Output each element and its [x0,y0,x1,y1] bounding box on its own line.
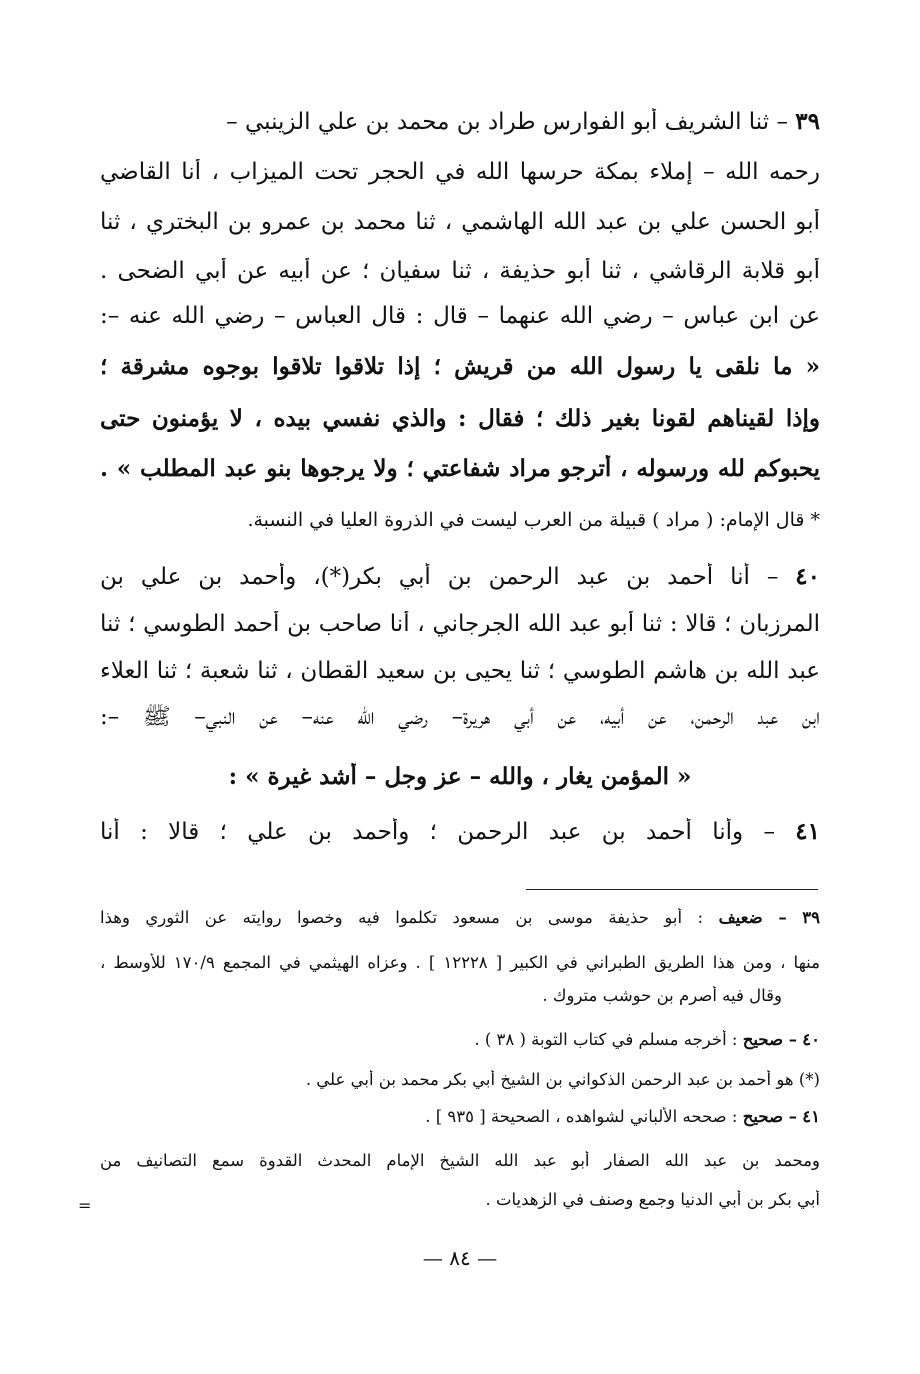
entry-39-line-3: أبو الحسن علي بن عبد الله الهاشمي ، ثنا محمد بن عمرو بن البختري ، ثنا [100,209,820,235]
footnote-divider [526,889,818,890]
hadith-39-line-1: « ما نلقى يا رسول الله من قريش ؛ إذا تلاقوا تلاقوا بوجوه مشرقة ؛ [100,353,820,380]
entry-40-text-1: – أنا أحمد بن عبد الرحمن بن أبي بكر(*)، وأحمد بن علي بن [100,564,779,590]
hadith-40: « المؤمن يغار ، والله – عز وجل – أشد غيرة » : [228,763,692,790]
footnote-star-text: هو أحمد بن عبد الرحمن الذكواني بن الشيخ أبي بكر محمد بن أبي علي . [305,1070,794,1089]
entry-40-line-1 [100,563,820,592]
continuation-mark: = [78,1196,92,1215]
entry-39-text-1: – ثنا الشريف أبو الفوارس طراد بن محمد بن علي الزينبي – [226,109,788,135]
entry-39-line-2: رحمه الله – إملاء بمكة حرسها الله في الحجر تحت الميزاب ، أنا القاضي [100,159,820,185]
entry-40-line-3: عبد الله بن هاشم الطوسي ؛ ثنا يحيى بن سعيد القطان ، ثنا شعبة ؛ ثنا العلاء [100,658,820,684]
entry-41-line-1 [100,818,820,847]
entry-41-text-1: – وأنا أحمد بن عبد الرحمن ؛ وأحمد بن علي ؛ قالا : أنا [100,819,775,845]
footnote-star-marker: (*) [798,1070,820,1089]
footnote-40-text: : أخرجه مسلم في كتاب التوبة ( ٣٨ ) . [474,1030,738,1049]
entry-40-line-4: ابن عبد الرحمن، عن أبيه، عن أبي هريرة– رضي الله عنه– عن النبي– ﷺ –: [100,704,820,730]
footnote-bio-line-2: أبي بكر بن أبي الدنيا وجمع وصنف في الزهديات . [485,1190,820,1209]
footnote-41-text: : صححه الألباني لشواهده ، الصحيحة [ ٩٣٥ ] . [425,1107,738,1126]
entry-39-line-1 [100,108,820,137]
footnote-39-grade: – ضعيف [718,908,787,927]
footnote-39-number: ٣٩ [802,908,820,927]
footnote-40-number: ٤٠ [802,1030,820,1049]
footnote-40 [100,1030,820,1050]
footnote-39-line-1 [100,908,820,928]
footnote-star [100,1070,820,1090]
footnote-40-grade: – صحيح [742,1030,798,1049]
entry-39-number: ٣٩ [795,108,820,135]
footnote-41-grade: – صحيح [742,1107,798,1126]
entry-39-line-5: عن ابن عباس – رضي الله عنهما – قال : قال العباس – رضي الله عنه –: [100,303,820,329]
hadith-39-line-3: يحبوكم لله ورسوله ، أترجو مراد شفاعتي ؛ ولا يرجوها بنو عبد المطلب » . [100,455,820,482]
page-number: — ٨٤ — [422,1246,498,1270]
footnote-bio-line-1: ومحمد بن عبد الله الصفار أبو عبد الله الشيخ الإمام المحدث القدوة سمع التصانيف من [100,1151,820,1170]
entry-40-number: ٤٠ [795,563,820,590]
entry-40-line-2: المرزبان ؛ قالا : ثنا أبو عبد الله الجرجاني ، أنا صاحب بن أحمد الطوسي ؛ ثنا [100,611,820,637]
footnote-41 [100,1107,820,1127]
hadith-39-line-2: وإذا لقيناهم لقونا بغير ذلك ؛ فقال : والذي نفسي بيده ، لا يؤمنون حتى [100,405,820,432]
footnote-39-line-2: منها ، ومن هذا الطريق الطبراني في الكبير [ ١٢٢٢٨ ] . وعزاه الهيثمي في المجمع ١٧٠/٩ للأوسط ، [100,953,820,972]
footnote-39-line-3: وقال فيه أصرم بن حوشب متروك . [542,986,782,1005]
imam-note: * قال الإمام: ( مراد ) قبيلة من العرب ليست في الذروة العليا في النسبة. [247,509,820,531]
entry-39-line-4: أبو قلابة الرقاشي ، ثنا أبو حذيفة ، ثنا سفيان ؛ عن أبيه عن أبي الضحى . [100,258,820,284]
footnote-39-text-1: : أبو حذيفة موسى بن مسعود تكلموا فيه وخصوا روايته عن الثوري وهذا [100,908,704,927]
entry-41-number: ٤١ [795,818,820,845]
footnote-41-number: ٤١ [802,1107,820,1126]
